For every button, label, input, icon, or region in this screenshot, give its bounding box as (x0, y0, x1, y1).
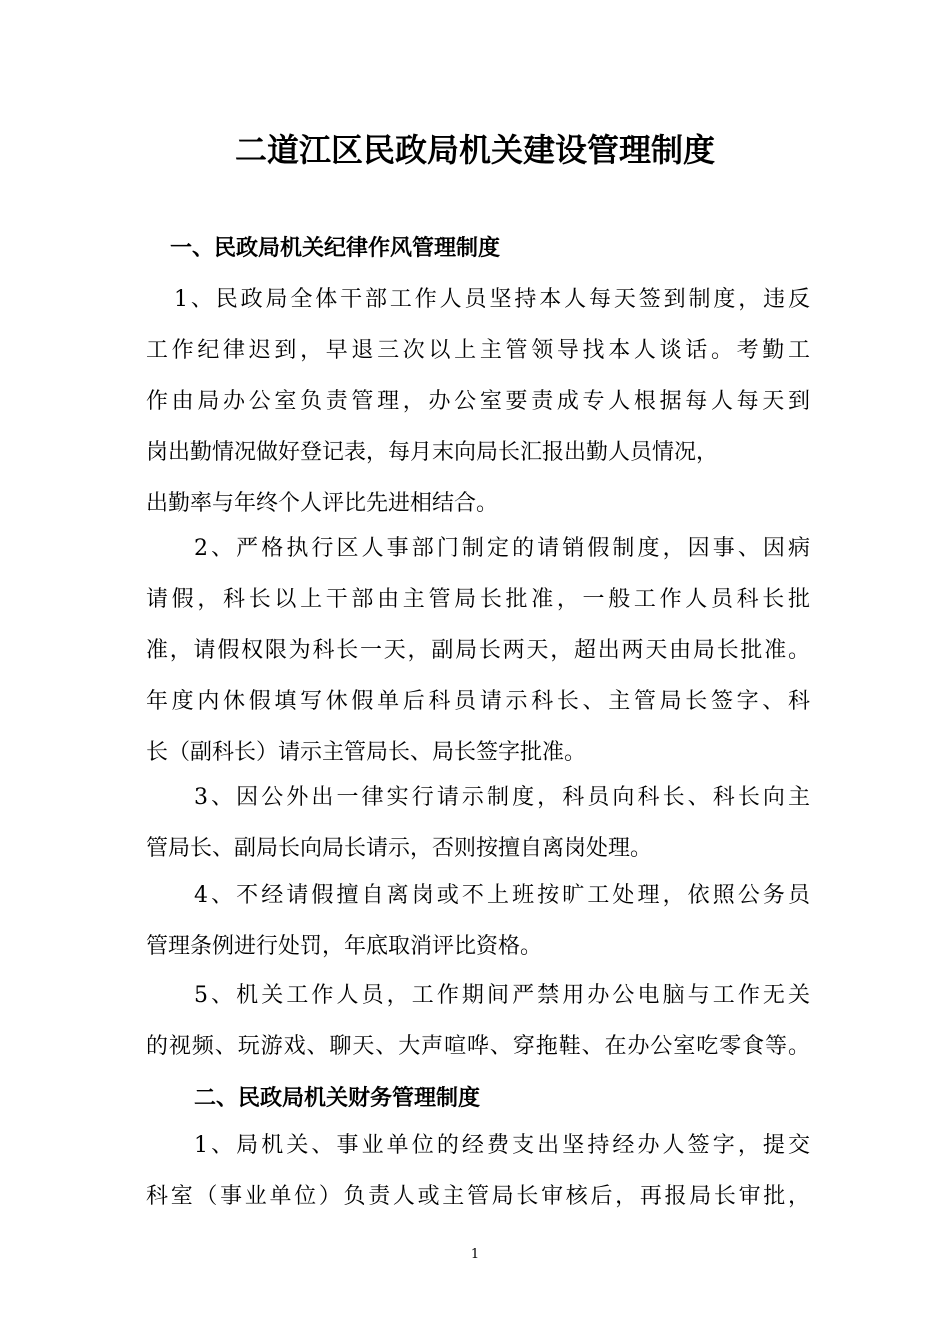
paragraph-line: 准，请假权限为科长一天，副局长两天，超出两天由局长批准。 (146, 638, 810, 663)
paragraph-line: 岗出勤情况做好登记表，每月末向局长汇报出勤人员情况， (146, 440, 719, 465)
document-title: 二道江区民政局机关建设管理制度 (234, 131, 715, 169)
paragraph-attendance (146, 274, 810, 529)
paragraph-leave (146, 523, 810, 778)
paragraph-conduct (146, 970, 810, 1072)
paragraph-line: 2、严格执行区人事部门制定的请销假制度，因事、因病 (194, 536, 810, 561)
paragraph-line: 科室（事业单位）负责人或主管局长审核后，再报局长审批， (146, 1184, 810, 1209)
paragraph-line: 出勤率与年终个人评比先进相结合。 (146, 491, 499, 516)
paragraph-business-trip (146, 772, 810, 874)
paragraph-line: 管局长、副局长向局长请示，否则按擅自离岗处理。 (146, 836, 653, 861)
paragraph-line: 1、民政局全体干部工作人员坚持本人每天签到制度，违反 (174, 287, 810, 312)
paragraph-line: 作由局办公室负责管理，办公室要责成专人根据每人每天到 (146, 389, 810, 414)
paragraph-line: 3、因公外出一律实行请示制度，科员向科长、科长向主 (194, 785, 810, 810)
paragraph-line: 1、局机关、事业单位的经费支出坚持经办人签字，提交 (194, 1133, 810, 1158)
paragraph-line: 请假，科长以上干部由主管局长批准，一般工作人员科长批 (146, 587, 810, 612)
paragraph-line: 4、不经请假擅自离岗或不上班按旷工处理，依照公务员 (194, 883, 810, 908)
paragraph-line: 管理条例进行处罚，年底取消评比资格。 (146, 934, 543, 959)
paragraph-line: 的视频、玩游戏、聊天、大声喧哗、穿拖鞋、在办公室吃零食等。 (146, 1034, 810, 1059)
section-heading-discipline: 一、民政局机关纪律作风管理制度 (170, 236, 501, 261)
paragraph-line: 年度内休假填写休假单后科员请示科长、主管局长签字、科 (146, 689, 810, 714)
paragraph-absence (146, 870, 810, 972)
page-number: 1 (470, 1247, 480, 1262)
section-heading-finance: 二、民政局机关财务管理制度 (194, 1086, 481, 1111)
paragraph-line: 5、机关工作人员，工作期间严禁用办公电脑与工作无关 (194, 983, 810, 1008)
paragraph-line: 工作纪律迟到，早退三次以上主管领导找本人谈话。考勤工 (146, 338, 810, 363)
paragraph-line: 长（副科长）请示主管局长、局长签字批准。 (146, 740, 587, 765)
paragraph-expenditure (146, 1120, 810, 1222)
